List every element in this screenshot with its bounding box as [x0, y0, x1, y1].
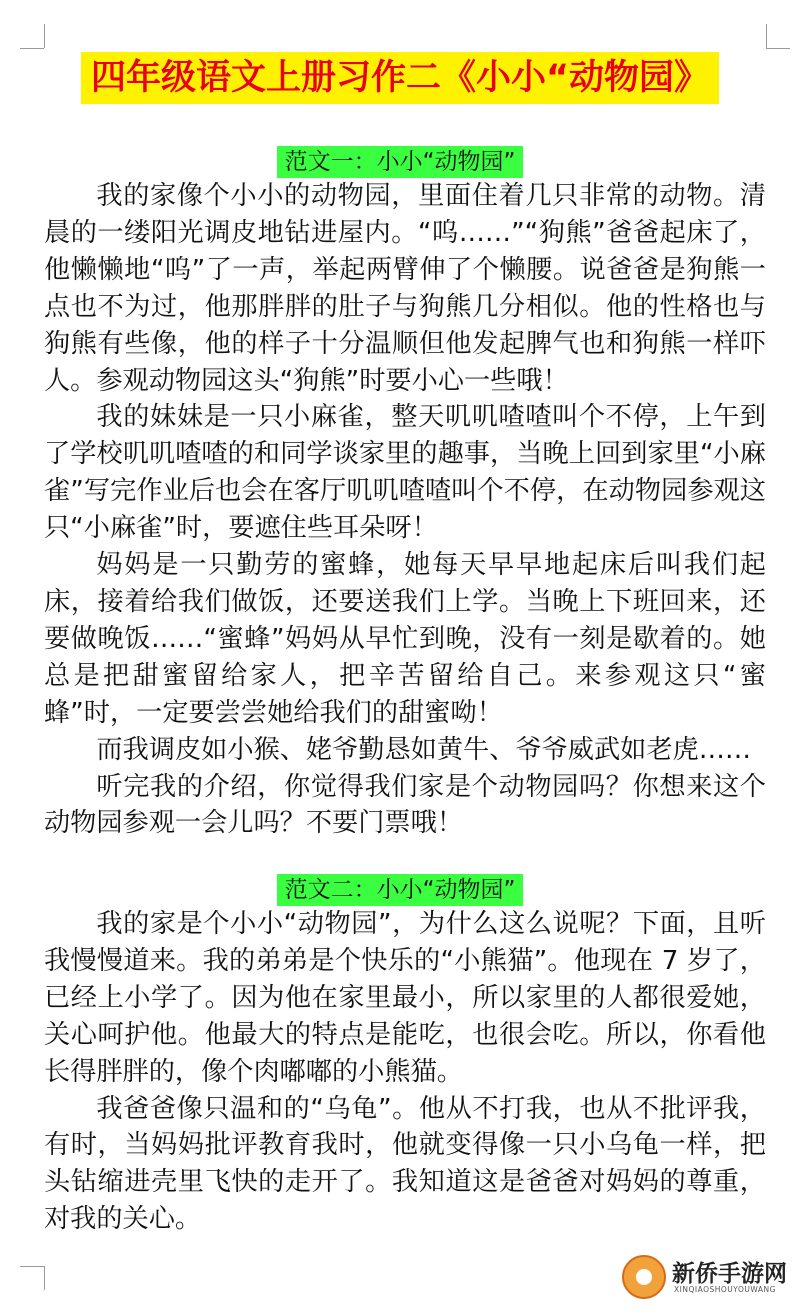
crop-mark-bottom-left-h — [20, 1266, 44, 1267]
essay-1-paragraph: 我的家像个小小的动物园，里面住着几只非常的动物。清晨的一缕阳光调皮地钻进屋内。“呜……”“狗熊”爸爸起床了，他懒懒地“呜”了一声，举起两臂伸了个懒腰。说爸爸是狗熊一点也不为过，他那胖胖的肚子与狗熊几分相似。他的性格也与狗熊有些像，他的样子十分温顺但他发起脾气也和狗熊一样吓人。参观动物园这头“狗熊”时要小心一些哦！ — [44, 181, 766, 396]
crop-mark-top-right-v — [766, 24, 767, 48]
crop-mark-top-left-v — [44, 24, 45, 48]
essay-2-heading-label: 范文二：小小“动物园” — [277, 874, 524, 906]
title-wrap — [0, 52, 800, 104]
essay-1-paragraph: 我的妹妹是一只小麻雀，整天叽叽喳喳叫个不停，上午到了学校叽叽喳喳的和同学谈家里的趣事，当晚上回到家里“小麻雀”写完作业后也会在客厅叽叽喳喳叫个不停，在动物园参观这只“小麻雀”时，要遮住些耳朵呀！ — [44, 402, 766, 544]
essay-2-heading — [0, 874, 800, 906]
essay-1-body — [44, 178, 766, 842]
site-name: 新侨手游网 — [672, 1260, 787, 1287]
crop-mark-top-left-h — [20, 48, 44, 49]
essay-1-paragraph: 听完我的介绍，你觉得我们家是个动物园吗？你想来这个动物园参观一会儿吗？不要门票哦！ — [44, 771, 766, 839]
site-watermark — [622, 1255, 787, 1301]
essay-1-paragraph: 而我调皮如小猴、姥爷勤恳如黄牛、爷爷威武如老虎…… — [96, 734, 752, 765]
essay-1-heading-label: 范文一：小小“动物园” — [277, 146, 524, 178]
essay-1-paragraph: 妈妈是一只勤劳的蜜蜂，她每天早早地起床后叫我们起床，接着给我们做饭，还要送我们上学。当晚上下班回来，还要做晚饭……“蜜蜂”妈妈从早忙到晚，没有一刻是歇着的。她总是把甜蜜留给家人，把辛苦留给自己。来参观这只“蜜蜂”时，一定要尝尝她给我们的甜蜜呦！ — [44, 550, 766, 728]
essay-2-paragraph: 我爸爸像只温和的“乌龟”。他从不打我，也从不批评我，有时，当妈妈批评教育我时，他就变得像一只小乌龟一样，把头钻缩进壳里飞快的走开了。我知道这是爸爸对妈妈的尊重，对我的关心。 — [44, 1093, 766, 1235]
essay-2-body — [44, 906, 766, 1238]
essay-1-heading — [0, 146, 800, 178]
crop-mark-bottom-left-v — [44, 1266, 45, 1290]
crop-mark-top-right-h — [766, 48, 790, 49]
page-title: 四年级语文上册习作二《小小“动物园》 — [81, 52, 719, 104]
site-logo-icon — [622, 1255, 666, 1299]
site-subtitle: XINQIAOSHOUYOUWANG — [674, 1285, 776, 1294]
essay-2-paragraph: 我的家是个小小“动物园”，为什么这么说呢？下面，且听我慢慢道来。我的弟弟是个快乐的“小熊猫”。他现在 7 岁了，已经上小学了。因为他在家里最小，所以家里的人都很爱她，关心呵护他。他最大的特点是能吃，也很会吃。所以，你看他长得胖胖的，像个肉嘟嘟的小熊猫。 — [44, 909, 766, 1087]
